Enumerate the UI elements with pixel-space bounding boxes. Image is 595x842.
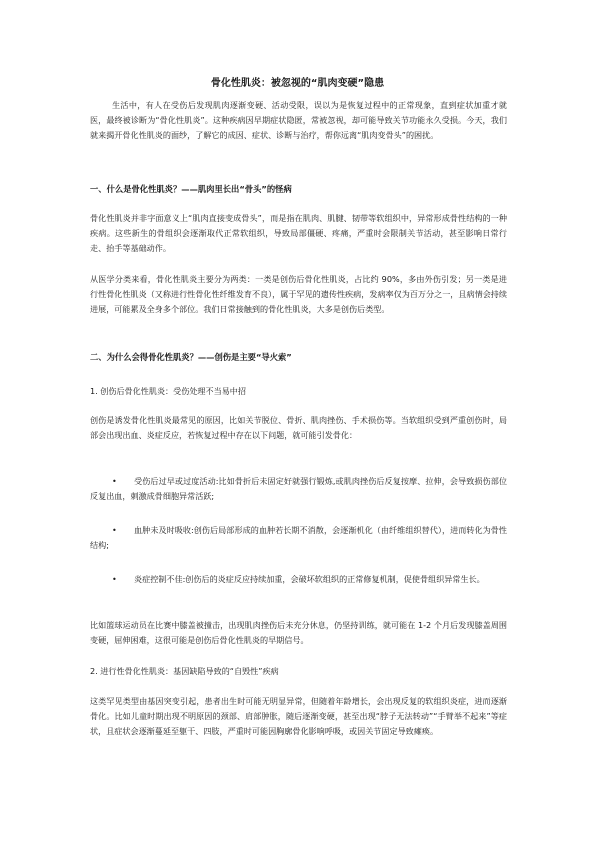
bullet-item: [90, 523, 507, 553]
bullet-icon: •: [112, 476, 117, 486]
section2-paragraph-3: 这类罕见类型由基因突变引起，患者出生时可能无明显异常，但随着年龄增长，会出现反复的软组织炎症，进而逐渐骨化。比如儿童时期出现不明原因的颈部、肩部肿胀，随后逐渐变硬，甚至出现“脖子无法转动”“手臂举不起来”等症状，且症状会逐渐蔓延至躯干、四肢，严重时可能因胸廓骨化影响呼吸，或因关节固定导致瘫痪。: [90, 696, 507, 736]
bullet-icon: •: [112, 525, 117, 535]
section1-paragraph-2: 从医学分类来看，骨化性肌炎主要分为两类：一类是创伤后骨化性肌炎，占比约 90%，多由外伤引发；另一类是进行性骨化性肌炎（又称进行性骨化性纤维发育不良），属于罕见的遗传性疾病，发病率仅为百万分之一，且病情会持续进展，可能累及全身多个部位。我们日常接触到的骨化性肌炎，大多是创伤后类型。: [90, 274, 507, 314]
section2-paragraph-1: 创伤是诱发骨化性肌炎最常见的原因，比如关节脱位、骨折、肌肉挫伤、手术损伤等。当软组织受到严重创伤时，局部会出现出血、炎症反应，若恢复过程中存在以下问题，就可能引发骨化：: [90, 415, 507, 440]
section1-heading: 一、什么是骨化性肌炎？——肌肉里长出“骨头”的怪病: [90, 184, 292, 194]
bullet-item: [90, 572, 507, 587]
section2-paragraph-2: 比如篮球运动员在比赛中膝盖被撞击，出现肌肉挫伤后未充分休息，仍坚持训练，就可能在 1-2 个月后发现膝盖周围变硬，屈伸困难，这很可能是创伤后骨化性肌炎的早期信号。: [90, 620, 507, 645]
bullet-text: 受伤后过早或过度活动:比如骨折后未固定好就强行锻炼,或肌肉挫伤后反复按摩、拉伸，会导致损伤部位反复出血，刺激成骨细胞异常活跃;: [90, 476, 507, 501]
bullet-item: [90, 474, 507, 504]
bullet-text: 炎症控制不佳:创伤后的炎症反应持续加重，会破坏软组织的正常修复机制，促使骨组织异常生长。: [134, 574, 485, 584]
bullet-icon: •: [112, 574, 117, 584]
section2-heading: 二、为什么会得骨化性肌炎？——创伤是主要“导火索”: [90, 352, 292, 362]
section2-subheading-2: 2. 进行性骨化性肌炎：基因缺陷导致的“自毁性”疾病: [90, 666, 279, 676]
section1-paragraph-1: 骨化性肌炎并非字面意义上“肌肉直接变成骨头”，而是指在肌肉、肌腱、韧带等软组织中，异常形成骨性结构的一种疾病。这些新生的骨组织会逐渐取代正常软组织，导致局部僵硬、疼痛，严重时会限制关节活动，甚至影响日常行走、抬手等基础动作。: [90, 213, 507, 253]
intro-paragraph: 生活中，有人在受伤后发现肌肉逐渐变硬、活动受限，误以为是恢复过程中的正常现象，直到症状加重才就医，最终被诊断为“骨化性肌炎”。这种疾病因早期症状隐匿，常被忽视，却可能导致关节功能永久受损。今天，我们就来揭开骨化性肌炎的面纱，了解它的成因、症状、诊断与治疗，帮你远离“肌肉变骨头”的困扰。: [90, 100, 507, 140]
document-title: 骨化性肌炎：被忽视的“肌肉变硬”隐患: [210, 78, 385, 89]
bullet-text: 血肿未及时吸收:创伤后局部形成的血肿若长期不消散，会逐渐机化（由纤维组织替代），进而转化为骨性结构;: [90, 525, 507, 550]
section2-subheading-1: 1. 创伤后骨化性肌炎：受伤处理不当易中招: [90, 386, 246, 396]
